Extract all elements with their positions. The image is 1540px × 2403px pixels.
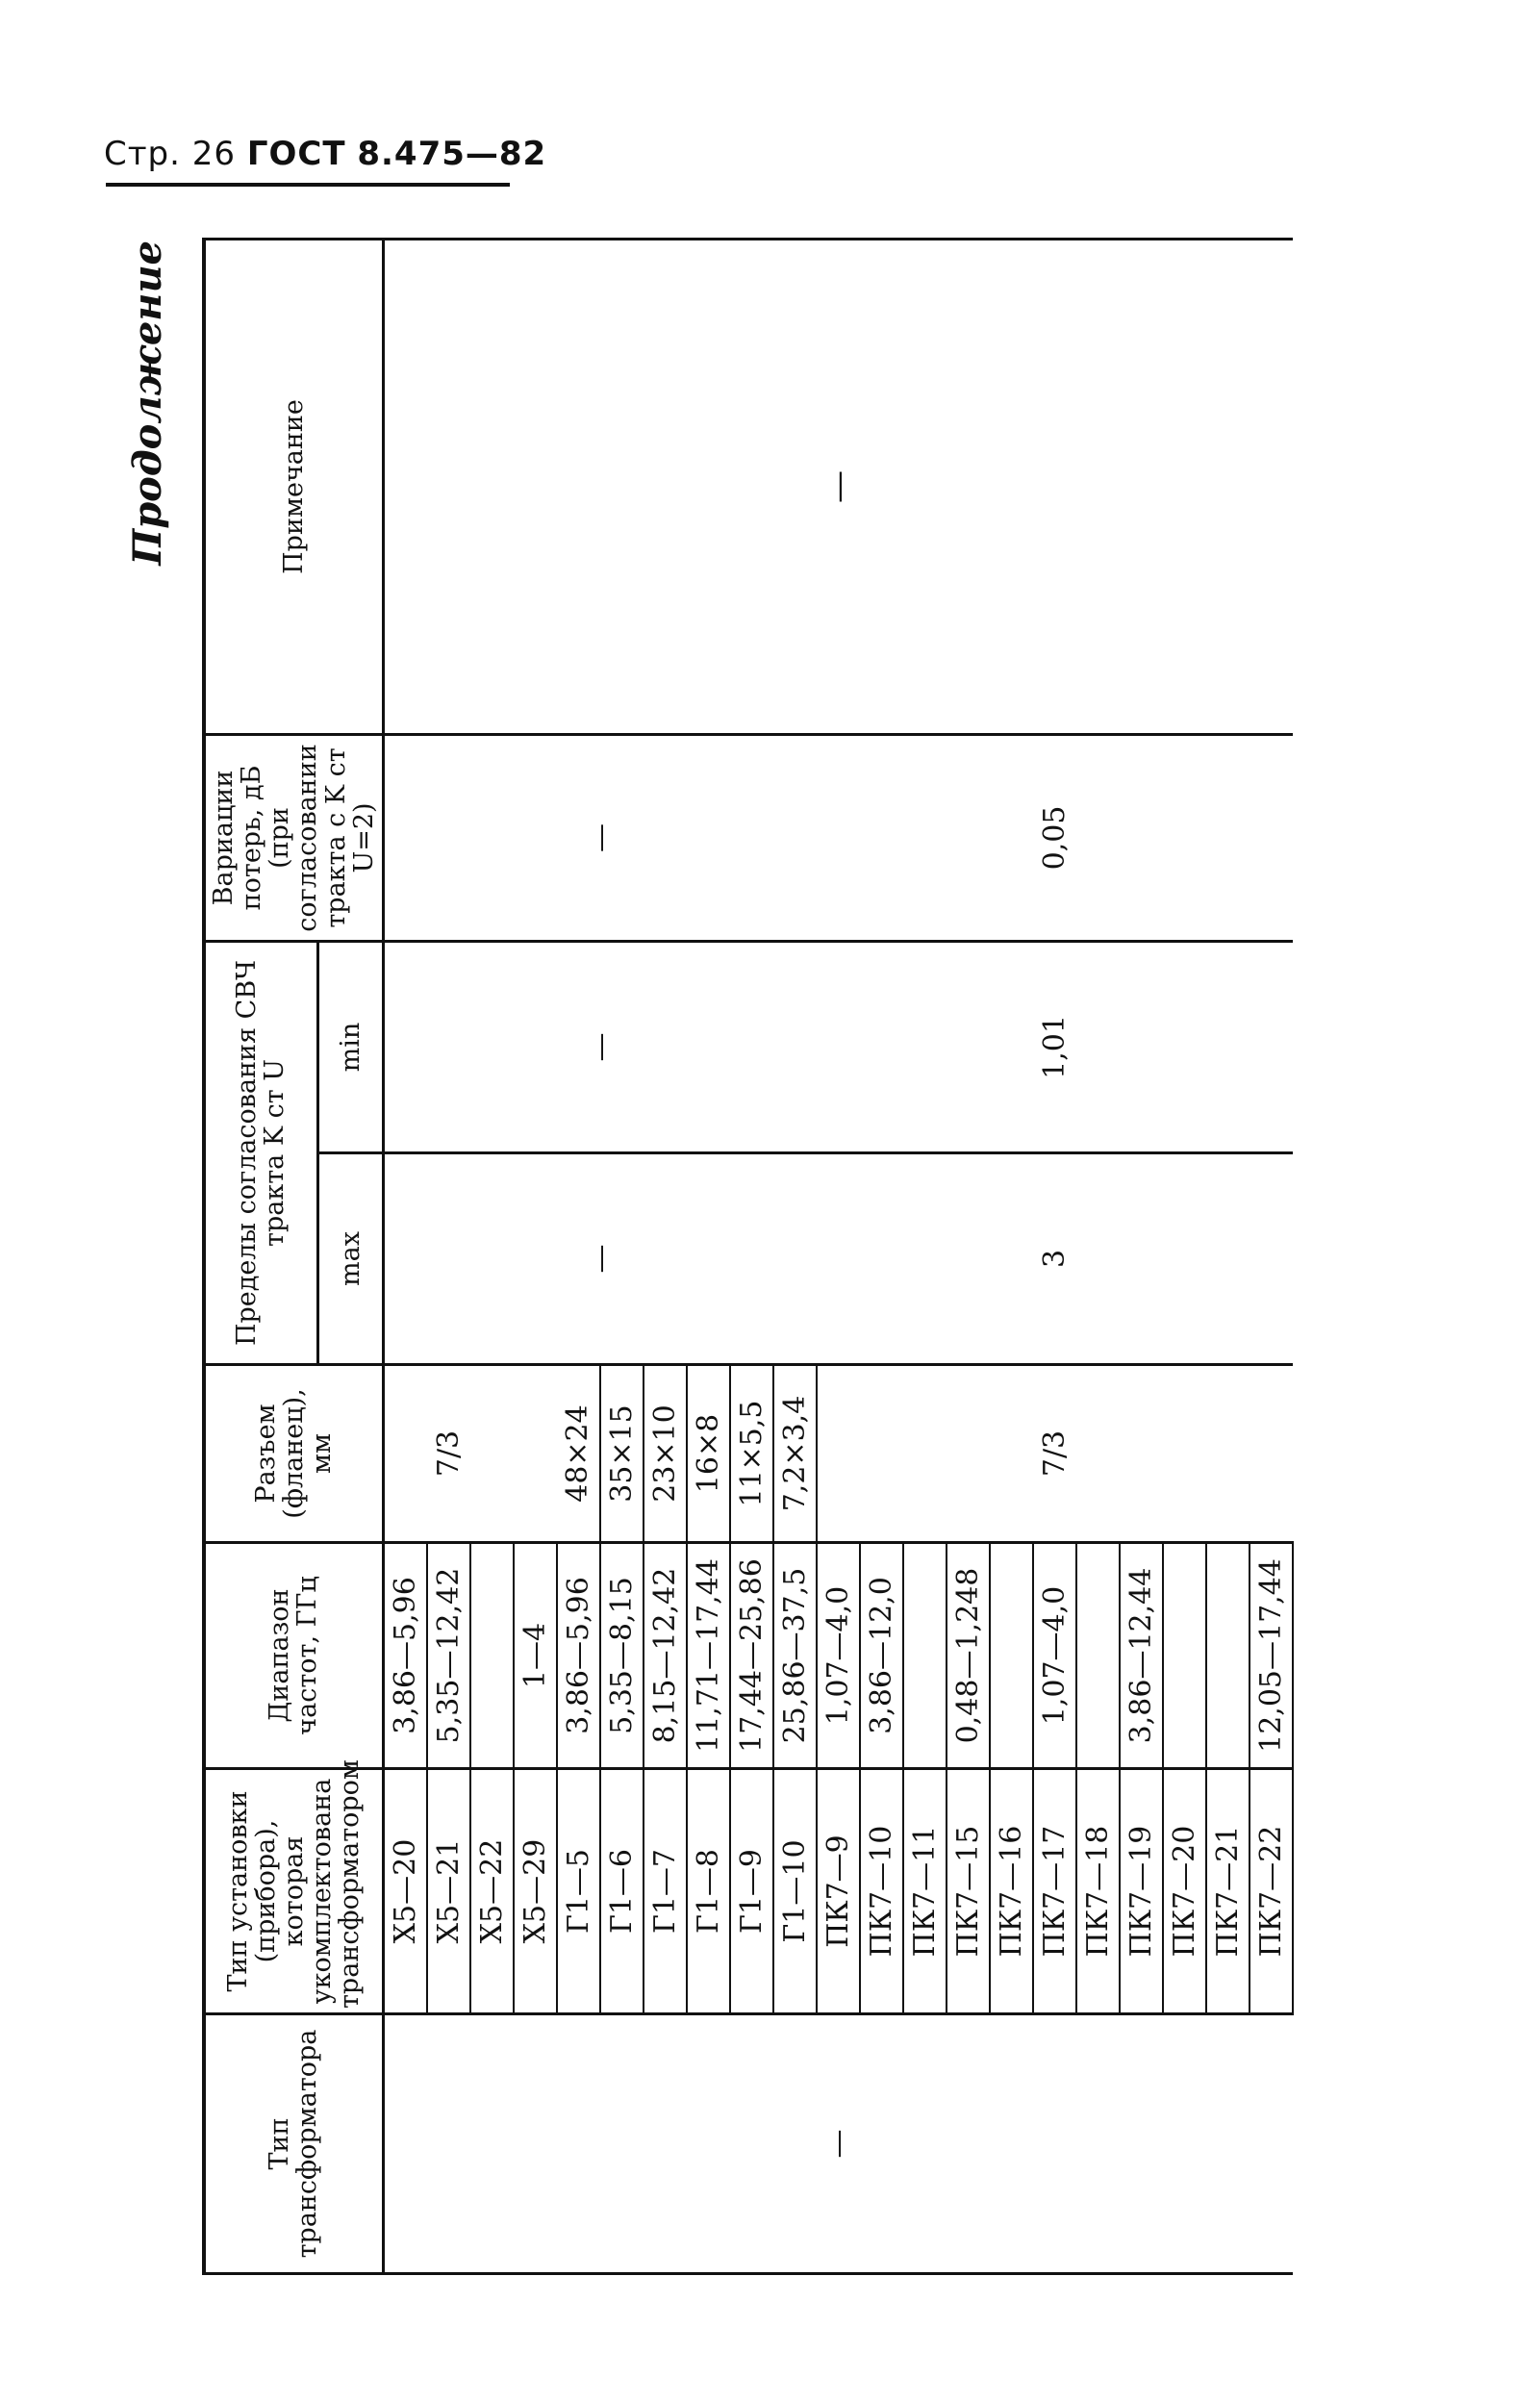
installation-cell: Г1—10 [773, 1769, 817, 2014]
frequency-cell: 3,86—12,44 [1120, 1543, 1163, 1769]
connector-cell: 16×8 [687, 1365, 730, 1543]
pk7-min-cell: 1,01 [817, 941, 1293, 1152]
col-limit-max: max [317, 1153, 383, 1365]
installation-cell: ПК7—20 [1163, 1769, 1206, 2014]
connector-cell [514, 1365, 557, 1543]
col-loss-variation: Вариации потерь, дБ (при согласовании тракта с K ст U=2) [204, 734, 383, 941]
installation-cell: Г1—8 [687, 1769, 730, 2014]
data-table [202, 238, 1294, 2275]
standard-number: 8.475—82 [357, 135, 547, 173]
frequency-cell: 3,86—12,0 [860, 1543, 903, 1769]
note-cell: — [383, 239, 1293, 734]
standard-label: ГОСТ [246, 135, 346, 173]
header-rule [106, 183, 510, 187]
connector-cell [383, 1365, 427, 1543]
connector-cell: 48×24 [557, 1365, 600, 1543]
frequency-cell: 25,86—37,5 [773, 1543, 817, 1769]
table-body [383, 239, 1293, 2273]
installation-cell: ПК7—15 [947, 1769, 990, 2014]
limit-loss-dash-cell: — [383, 734, 817, 941]
frequency-cell [990, 1543, 1033, 1769]
installation-cell: Х5—21 [427, 1769, 470, 2014]
rotated-table-block [125, 240, 1404, 2275]
connector-cell: 11×5,5 [730, 1365, 773, 1543]
installation-cell: ПК7—17 [1033, 1769, 1076, 2014]
frequency-cell [1163, 1543, 1206, 1769]
col-note: Примечание [204, 239, 383, 734]
installation-cell: ПК7—21 [1206, 1769, 1250, 2014]
frequency-cell: 0,48—1,248 [947, 1543, 990, 1769]
col-transformer-type: Тип трансформатора [204, 2014, 383, 2274]
installation-cell: Х5—22 [470, 1769, 514, 2014]
limit-min-dash-cell: — [383, 941, 817, 1152]
installation-cell: ПК7—10 [860, 1769, 903, 2014]
frequency-cell: 1,07—4,0 [817, 1543, 860, 1769]
frequency-cell [1206, 1543, 1250, 1769]
frequency-cell: 5,35—8,15 [600, 1543, 644, 1769]
installation-cell: ПК7—16 [990, 1769, 1033, 2014]
col-connector: Разъем (фланец), мм [204, 1365, 383, 1543]
installation-cell: ПК7—19 [1120, 1769, 1163, 2014]
connector-cell [1163, 1365, 1206, 1543]
frequency-cell: 11,71—17,44 [687, 1543, 730, 1769]
col-frequency-range: Диапазон частот, ГГц [204, 1543, 383, 1769]
frequency-cell: 17,44—25,86 [730, 1543, 773, 1769]
installation-cell: Г1—6 [600, 1769, 644, 2014]
frequency-cell: 12,05—17,44 [1250, 1543, 1293, 1769]
connector-cell [470, 1365, 514, 1543]
connector-cell: 7/3 [1033, 1365, 1076, 1543]
frequency-cell: 1—4 [514, 1543, 557, 1769]
frequency-cell: 3,86—5,96 [383, 1543, 427, 1769]
installation-cell: ПК7—9 [817, 1769, 860, 2014]
frequency-cell: 1,07—4,0 [1033, 1543, 1076, 1769]
connector-cell [990, 1365, 1033, 1543]
frequency-cell [1076, 1543, 1120, 1769]
continuation-label: Продолжение [125, 240, 170, 566]
frequency-cell: 3,86—5,96 [557, 1543, 600, 1769]
connector-cell [947, 1365, 990, 1543]
table-row [383, 239, 427, 2273]
col-limits-group: Пределы согласования СВЧ тракта K ст U [204, 941, 317, 1364]
transformer-type-cell: — [383, 2014, 1293, 2274]
installation-cell: Г1—5 [557, 1769, 600, 2014]
installation-cell: ПК7—18 [1076, 1769, 1120, 2014]
installation-cell: Г1—7 [644, 1769, 687, 2014]
page-label: Стр. 26 [104, 135, 237, 173]
frequency-cell [903, 1543, 947, 1769]
connector-cell [1120, 1365, 1163, 1543]
frequency-cell: 5,35—12,42 [427, 1543, 470, 1769]
connector-cell [860, 1365, 903, 1543]
installation-cell: Х5—20 [383, 1769, 427, 2014]
frequency-cell: 8,15—12,42 [644, 1543, 687, 1769]
installation-cell: ПК7—22 [1250, 1769, 1293, 2014]
installation-cell: ПК7—11 [903, 1769, 947, 2014]
connector-cell [817, 1365, 860, 1543]
frequency-cell [470, 1543, 514, 1769]
connector-cell [903, 1365, 947, 1543]
connector-cell [1076, 1365, 1120, 1543]
connector-cell: 7/3 [427, 1365, 470, 1543]
connector-cell [1206, 1365, 1250, 1543]
installation-cell: Х5—29 [514, 1769, 557, 2014]
col-installation-type: Тип установки (прибора), которая укомплектована трансформатором [204, 1769, 383, 2014]
col-limit-min: min [317, 941, 383, 1152]
connector-cell: 23×10 [644, 1365, 687, 1543]
pk7-max-cell: 3 [817, 1153, 1293, 1365]
connector-cell: 7,2×3,4 [773, 1365, 817, 1543]
connector-cell [1250, 1365, 1293, 1543]
pk7-loss-cell: 0,05 [817, 734, 1293, 941]
page-header [104, 135, 546, 173]
limit-max-dash-cell: — [383, 1153, 817, 1365]
connector-cell: 35×15 [600, 1365, 644, 1543]
installation-cell: Г1—9 [730, 1769, 773, 2014]
